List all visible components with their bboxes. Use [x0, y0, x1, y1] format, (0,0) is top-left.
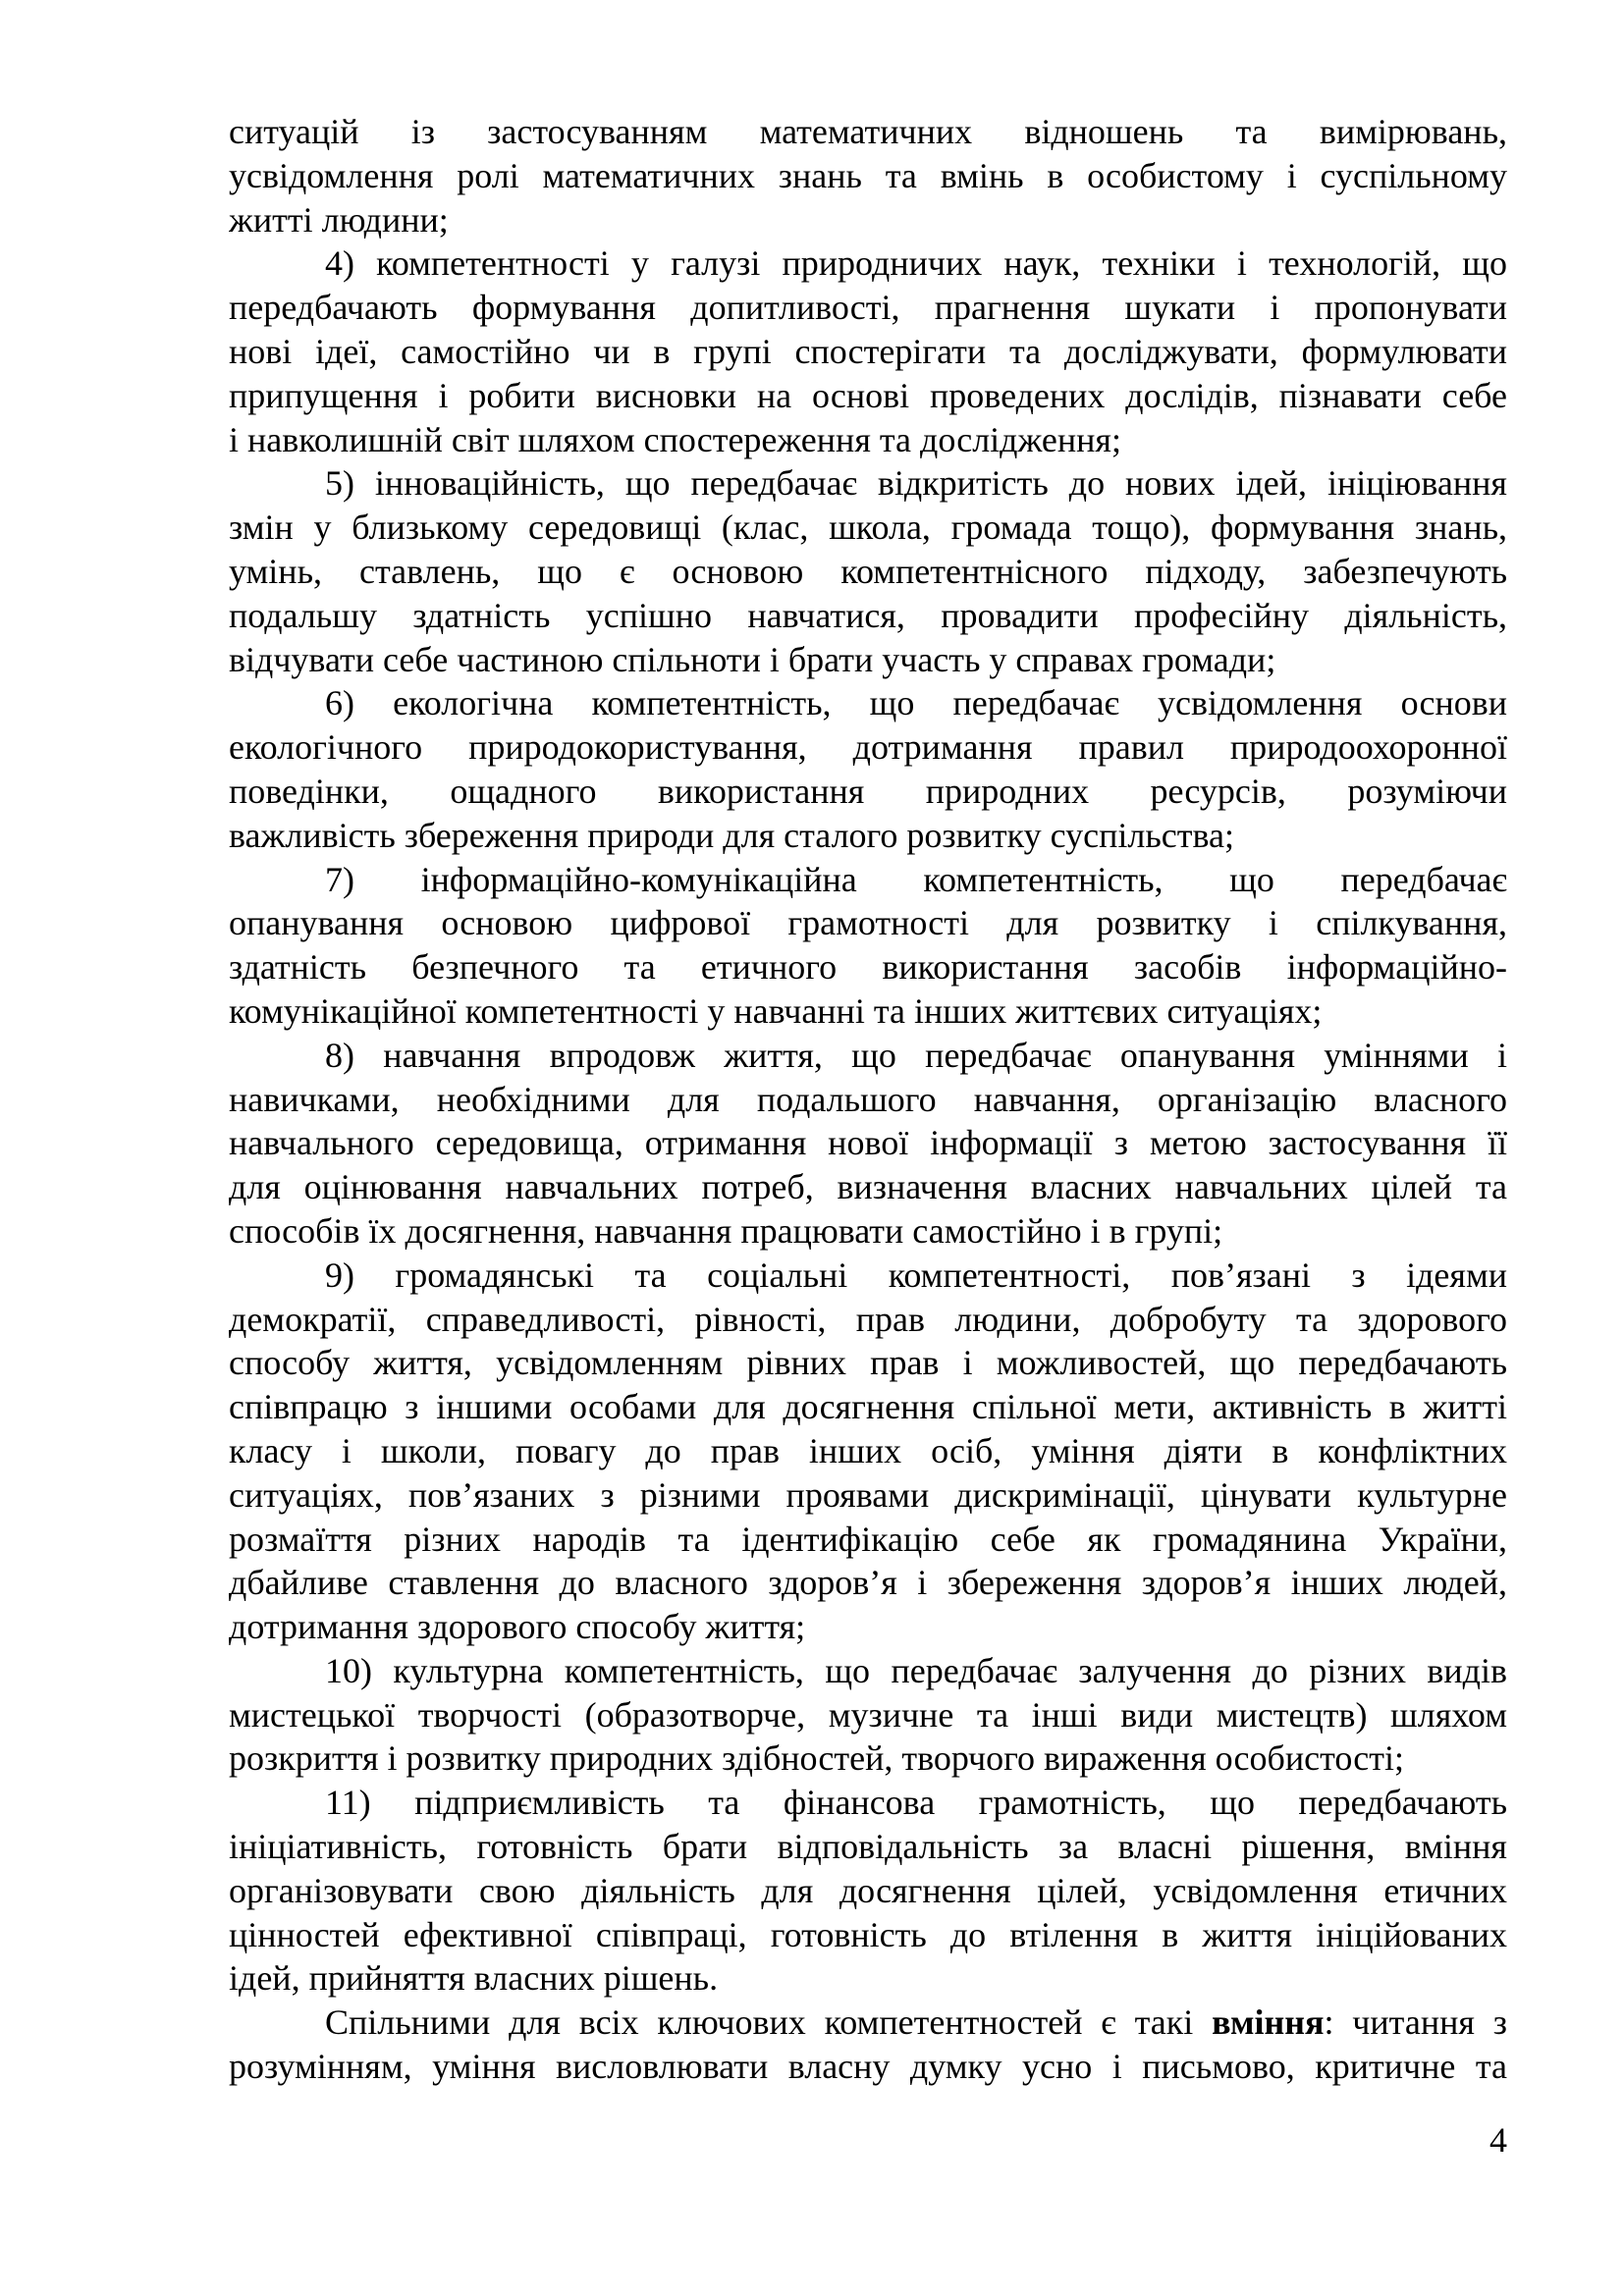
text-line: 7) інформаційно-комунікаційна компетентність, що передбачає	[325, 859, 1507, 899]
text-line: способу життя, усвідомленням рівних прав і можливостей, що передбачають	[229, 1343, 1507, 1383]
text-line: важливість збереження природи для сталого розвитку суспільства;	[229, 815, 1234, 855]
item-4-natural-sciences-competency	[229, 241, 1507, 461]
text-line: демократії, справедливості, рівності, прав людини, добробуту та здорового	[229, 1299, 1507, 1339]
text-line: комунікаційної компетентності у навчанні та інших життєвих ситуаціях;	[229, 990, 1323, 1031]
document-body	[229, 110, 1507, 2089]
text-line: для оцінювання навчальних потреб, визначення власних навчальних цілей та	[229, 1167, 1507, 1207]
text-line: способів їх досягнення, навчання працювати самостійно і в групі;	[229, 1210, 1223, 1251]
text-line: 8) навчання впродовж життя, що передбачає опанування уміннями і	[325, 1035, 1507, 1075]
text-line	[229, 2001, 1507, 2045]
text-line: цінностей ефективної співпраці, готовність до втілення в життя ініційованих	[229, 1914, 1507, 1954]
item-9-civic-social-competency	[229, 1254, 1507, 1649]
item-11-entrepreneurship-financial-competency	[229, 1781, 1507, 2001]
text-line: 9) громадянські та соціальні компетентності, пов’язані з ідеями	[325, 1255, 1507, 1295]
text-line: ініціативність, готовність брати відповідальність за власні рішення, вміння	[229, 1827, 1507, 1867]
text-line: поведінки, ощадного використання природних ресурсів, розуміючи	[229, 771, 1507, 811]
text-line: нові ідеї, самостійно чи в групі спостерігати та досліджувати, формулювати	[229, 331, 1507, 371]
text-line: ситуаціях, пов’язаних з різними проявами дискримінації, цінувати культурне	[229, 1474, 1507, 1515]
item-6-ecological-competency	[229, 681, 1507, 857]
bold-term: вміння	[1212, 2002, 1325, 2043]
text-line: екологічного природокористування, дотримання правил природоохоронної	[229, 727, 1507, 768]
text-line: 11) підприємливість та фінансова грамотність, що передбачають	[325, 1783, 1507, 1823]
text-line: опанування основою цифрової грамотності для розвитку і спілкування,	[229, 903, 1507, 943]
text-run: : читання з	[1324, 2002, 1507, 2043]
text-line: дотримання здорового способу життя;	[229, 1607, 806, 1647]
text-line: класу і школи, повагу до прав інших осіб, уміння діяти в конфліктних	[229, 1430, 1507, 1470]
text-line: навчального середовища, отримання нової інформації з метою застосування її	[229, 1123, 1507, 1163]
text-line: мистецької творчості (образотворче, музичне та інші види мистецтв) шляхом	[229, 1694, 1507, 1735]
text-line: розмаїття різних народів та ідентифікацію себе як громадянина України,	[229, 1519, 1507, 1559]
text-line: передбачають формування допитливості, прагнення шукати і пропонувати	[229, 288, 1507, 328]
text-line: умінь, ставлень, що є основою компетентнісного підходу, забезпечують	[229, 551, 1507, 591]
text-line: подальшу здатність успішно навчатися, провадити професійну діяльність,	[229, 595, 1507, 635]
text-line: змін у близькому середовищі (клас, школа, громада тощо), формування знань,	[229, 507, 1507, 548]
text-line: ідей, прийняття власних рішень.	[229, 1958, 719, 1999]
item-5-innovation-competency	[229, 461, 1507, 681]
text-line: 5) інноваційність, що передбачає відкритість до нових ідей, ініціювання	[325, 463, 1507, 504]
text-line: здатність безпечного та етичного використання засобів інформаційно-	[229, 947, 1507, 988]
text-line: відчувати себе частиною спільноти і брати участь у справах громади;	[229, 639, 1276, 679]
text-line: припущення і робити висновки на основі проведених дослідів, пізнавати себе	[229, 375, 1507, 415]
para-common-skills	[229, 2001, 1507, 2089]
text-line: 10) культурна компетентність, що передбачає залучення до різних видів	[325, 1650, 1507, 1690]
text-line: розумінням, уміння висловлювати власну думку усно і письмово, критичне та	[229, 2047, 1507, 2087]
text-line: усвідомлення ролі математичних знань та вмінь в особистому і суспільному	[229, 155, 1507, 195]
text-line: 4) компетентності у галузі природничих наук, техніки і технологій, що	[325, 243, 1507, 284]
text-line: навичками, необхідними для подальшого навчання, організацію власного	[229, 1079, 1507, 1119]
text-line: 6) екологічна компетентність, що передбачає усвідомлення основи	[325, 683, 1507, 723]
item-7-information-communication-competency	[229, 858, 1507, 1034]
text-line: дбайливе ставлення до власного здоров’я і збереження здоров’я інших людей,	[229, 1563, 1507, 1603]
item-8-lifelong-learning-competency	[229, 1034, 1507, 1254]
text-line: ситуацій із застосуванням математичних відношень та вимірювань,	[229, 112, 1507, 151]
text-line: співпрацю з іншими особами для досягнення спільної мети, активність в житті	[229, 1387, 1507, 1427]
para-math-competency-continuation	[229, 110, 1507, 241]
text-line: організовувати свою діяльність для досягнення цілей, усвідомлення етичних	[229, 1870, 1507, 1910]
text-line: і навколишній світ шляхом спостереження та дослідження;	[229, 419, 1121, 459]
text-run: Спільними для всіх ключових компетентностей є такі	[325, 2002, 1213, 2043]
page-number: 4	[1489, 2120, 1507, 2160]
item-10-cultural-competency	[229, 1649, 1507, 1781]
text-line: житті людини;	[229, 199, 449, 240]
text-line: розкриття і розвитку природних здібностей, творчого вираження особистості;	[229, 1738, 1404, 1779]
